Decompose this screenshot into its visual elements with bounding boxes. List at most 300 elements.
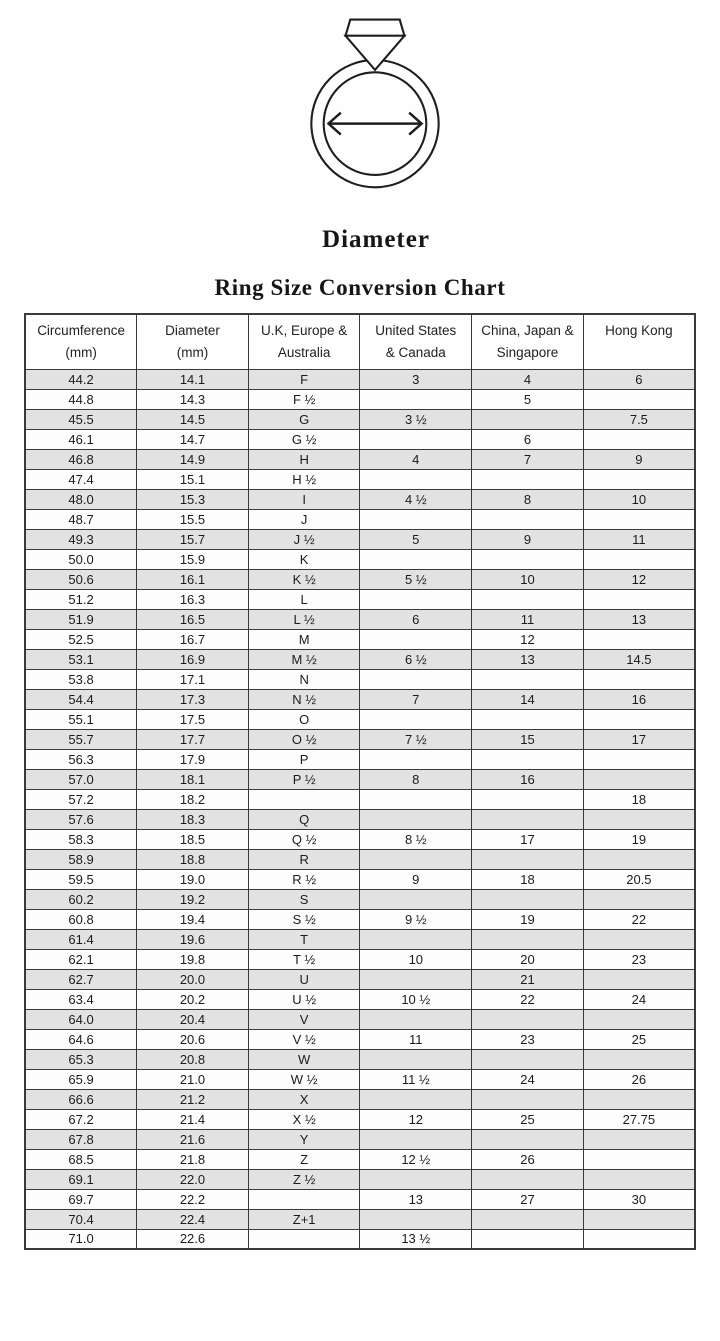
table-row bbox=[25, 629, 695, 649]
cell: 50.0 bbox=[25, 549, 137, 569]
cell bbox=[472, 1209, 584, 1229]
cell: 14.1 bbox=[137, 369, 249, 389]
cell: 4 bbox=[360, 449, 472, 469]
cell: 4 ½ bbox=[360, 489, 472, 509]
cell bbox=[360, 709, 472, 729]
cell bbox=[583, 769, 695, 789]
cell: 64.0 bbox=[25, 1009, 137, 1029]
table-row bbox=[25, 1189, 695, 1209]
cell: 12 bbox=[472, 629, 584, 649]
cell: 53.8 bbox=[25, 669, 137, 689]
cell: Y bbox=[248, 1129, 360, 1149]
cell: 13 bbox=[472, 649, 584, 669]
cell: 6 bbox=[583, 369, 695, 389]
cell: 16.3 bbox=[137, 589, 249, 609]
cell bbox=[472, 1049, 584, 1069]
cell: 5 bbox=[360, 529, 472, 549]
cell: 44.8 bbox=[25, 389, 137, 409]
cell: 6 ½ bbox=[360, 649, 472, 669]
cell: 17.9 bbox=[137, 749, 249, 769]
cell bbox=[583, 629, 695, 649]
cell: 3 ½ bbox=[360, 409, 472, 429]
cell: 58.9 bbox=[25, 849, 137, 869]
cell: 9 bbox=[472, 529, 584, 549]
cell: 18.8 bbox=[137, 849, 249, 869]
cell: 5 bbox=[472, 389, 584, 409]
ring-diamond-icon bbox=[295, 12, 455, 202]
table-row bbox=[25, 1149, 695, 1169]
cell: W bbox=[248, 1049, 360, 1069]
column-header-line: Australia bbox=[277, 345, 331, 360]
cell: S ½ bbox=[248, 909, 360, 929]
cell: 62.7 bbox=[25, 969, 137, 989]
cell: 7 ½ bbox=[360, 729, 472, 749]
cell: N bbox=[248, 669, 360, 689]
cell: 67.8 bbox=[25, 1129, 137, 1149]
column-header-line: United States bbox=[375, 323, 457, 338]
column-header bbox=[360, 314, 472, 369]
table-row bbox=[25, 869, 695, 889]
cell: J bbox=[248, 509, 360, 529]
cell: I bbox=[248, 489, 360, 509]
cell: 7 bbox=[472, 449, 584, 469]
table-row bbox=[25, 449, 695, 469]
cell: W ½ bbox=[248, 1069, 360, 1089]
cell bbox=[583, 1209, 695, 1229]
column-header-line: U.K, Europe & bbox=[260, 323, 348, 338]
cell: 23 bbox=[583, 949, 695, 969]
cell: S bbox=[248, 889, 360, 909]
cell bbox=[472, 749, 584, 769]
table-row bbox=[25, 929, 695, 949]
cell bbox=[360, 809, 472, 829]
cell: 9 ½ bbox=[360, 909, 472, 929]
cell: 21 bbox=[472, 969, 584, 989]
cell: 12 bbox=[360, 1109, 472, 1129]
cell: 16.5 bbox=[137, 609, 249, 629]
cell bbox=[360, 389, 472, 409]
cell: 8 bbox=[472, 489, 584, 509]
cell: 59.5 bbox=[25, 869, 137, 889]
table-row bbox=[25, 809, 695, 829]
table-row bbox=[25, 889, 695, 909]
cell: K bbox=[248, 549, 360, 569]
cell: P bbox=[248, 749, 360, 769]
cell: M ½ bbox=[248, 649, 360, 669]
table-row bbox=[25, 509, 695, 529]
table-row bbox=[25, 649, 695, 669]
cell: 16.9 bbox=[137, 649, 249, 669]
cell: 46.1 bbox=[25, 429, 137, 449]
cell: T bbox=[248, 929, 360, 949]
column-header-line: Hong Kong bbox=[605, 323, 673, 338]
cell: 19.2 bbox=[137, 889, 249, 909]
cell: 69.1 bbox=[25, 1169, 137, 1189]
cell: 48.7 bbox=[25, 509, 137, 529]
cell: O ½ bbox=[248, 729, 360, 749]
cell bbox=[360, 889, 472, 909]
cell bbox=[472, 789, 584, 809]
cell bbox=[248, 789, 360, 809]
cell bbox=[583, 809, 695, 829]
cell: 58.3 bbox=[25, 829, 137, 849]
cell: 30 bbox=[583, 1189, 695, 1209]
cell bbox=[583, 849, 695, 869]
cell: 48.0 bbox=[25, 489, 137, 509]
table-row bbox=[25, 1229, 695, 1249]
cell: 65.3 bbox=[25, 1049, 137, 1069]
table-row bbox=[25, 1029, 695, 1049]
column-header bbox=[472, 314, 584, 369]
cell: 18.1 bbox=[137, 769, 249, 789]
cell: 22.6 bbox=[137, 1229, 249, 1249]
cell: J ½ bbox=[248, 529, 360, 549]
cell: 15.1 bbox=[137, 469, 249, 489]
cell: 19 bbox=[583, 829, 695, 849]
cell: 16 bbox=[583, 689, 695, 709]
cell: 20.8 bbox=[137, 1049, 249, 1069]
column-header-line: China, Japan & bbox=[481, 323, 574, 338]
cell: 26 bbox=[583, 1069, 695, 1089]
cell: 51.2 bbox=[25, 589, 137, 609]
cell: 13 bbox=[360, 1189, 472, 1209]
cell: 20 bbox=[472, 949, 584, 969]
table-row bbox=[25, 1009, 695, 1029]
cell: 14 bbox=[472, 689, 584, 709]
cell: G bbox=[248, 409, 360, 429]
table-header bbox=[25, 314, 695, 369]
cell: 55.7 bbox=[25, 729, 137, 749]
cell: 22.4 bbox=[137, 1209, 249, 1229]
table-row bbox=[25, 829, 695, 849]
cell bbox=[360, 1209, 472, 1229]
cell bbox=[360, 1169, 472, 1189]
cell: 15.5 bbox=[137, 509, 249, 529]
page bbox=[0, 12, 720, 1341]
cell bbox=[472, 709, 584, 729]
cell: 69.7 bbox=[25, 1189, 137, 1209]
table-row bbox=[25, 1069, 695, 1089]
cell bbox=[583, 509, 695, 529]
ring-size-table bbox=[24, 313, 696, 1250]
cell: 21.2 bbox=[137, 1089, 249, 1109]
header-row bbox=[25, 314, 695, 369]
cell: 13 ½ bbox=[360, 1229, 472, 1249]
cell: R ½ bbox=[248, 869, 360, 889]
cell bbox=[360, 849, 472, 869]
cell bbox=[583, 929, 695, 949]
cell: 10 bbox=[583, 489, 695, 509]
cell: 9 bbox=[360, 869, 472, 889]
cell: O bbox=[248, 709, 360, 729]
cell bbox=[472, 1229, 584, 1249]
cell: G ½ bbox=[248, 429, 360, 449]
cell: F bbox=[248, 369, 360, 389]
cell bbox=[583, 1129, 695, 1149]
table-row bbox=[25, 989, 695, 1009]
table-row bbox=[25, 529, 695, 549]
cell: Q bbox=[248, 809, 360, 829]
cell: 51.9 bbox=[25, 609, 137, 629]
column-header-line: Circumference bbox=[37, 323, 125, 338]
cell: T ½ bbox=[248, 949, 360, 969]
cell: 18.5 bbox=[137, 829, 249, 849]
cell: 8 bbox=[360, 769, 472, 789]
cell bbox=[472, 469, 584, 489]
cell bbox=[360, 669, 472, 689]
cell: 14.9 bbox=[137, 449, 249, 469]
cell bbox=[472, 929, 584, 949]
cell: X bbox=[248, 1089, 360, 1109]
table-row bbox=[25, 949, 695, 969]
cell: 22.0 bbox=[137, 1169, 249, 1189]
cell: 17.5 bbox=[137, 709, 249, 729]
cell: 6 bbox=[360, 609, 472, 629]
table-row bbox=[25, 1049, 695, 1069]
cell: 63.4 bbox=[25, 989, 137, 1009]
cell: 16.1 bbox=[137, 569, 249, 589]
table-row bbox=[25, 369, 695, 389]
cell: 62.1 bbox=[25, 949, 137, 969]
table-row bbox=[25, 569, 695, 589]
cell: L bbox=[248, 589, 360, 609]
table-row bbox=[25, 769, 695, 789]
cell: 16.7 bbox=[137, 629, 249, 649]
cell: 57.2 bbox=[25, 789, 137, 809]
cell: 14.5 bbox=[137, 409, 249, 429]
cell: U bbox=[248, 969, 360, 989]
diameter-label: Diameter bbox=[322, 226, 430, 253]
cell: 71.0 bbox=[25, 1229, 137, 1249]
cell: 12 ½ bbox=[360, 1149, 472, 1169]
table-body bbox=[25, 369, 695, 1249]
cell bbox=[583, 429, 695, 449]
cell: 24 bbox=[472, 1069, 584, 1089]
cell: U ½ bbox=[248, 989, 360, 1009]
cell bbox=[360, 629, 472, 649]
cell: 18.3 bbox=[137, 809, 249, 829]
cell: 49.3 bbox=[25, 529, 137, 549]
cell bbox=[360, 549, 472, 569]
cell: 21.0 bbox=[137, 1069, 249, 1089]
cell: M bbox=[248, 629, 360, 649]
table-row bbox=[25, 909, 695, 929]
cell: 19.0 bbox=[137, 869, 249, 889]
column-header bbox=[137, 314, 249, 369]
cell bbox=[583, 1009, 695, 1029]
table-row bbox=[25, 789, 695, 809]
cell bbox=[472, 1009, 584, 1029]
cell: 55.1 bbox=[25, 709, 137, 729]
cell bbox=[472, 1089, 584, 1109]
page-title: Ring Size Conversion Chart bbox=[214, 275, 506, 300]
table-row bbox=[25, 669, 695, 689]
cell bbox=[360, 509, 472, 529]
cell bbox=[472, 549, 584, 569]
cell: 22 bbox=[472, 989, 584, 1009]
cell: 15.7 bbox=[137, 529, 249, 549]
table-row bbox=[25, 849, 695, 869]
table-row bbox=[25, 429, 695, 449]
column-header-line: Singapore bbox=[496, 345, 559, 360]
column-header-line: & Canada bbox=[385, 345, 446, 360]
cell bbox=[360, 1129, 472, 1149]
table-row bbox=[25, 549, 695, 569]
cell: 15.3 bbox=[137, 489, 249, 509]
cell: R bbox=[248, 849, 360, 869]
cell: 56.3 bbox=[25, 749, 137, 769]
cell: 57.6 bbox=[25, 809, 137, 829]
cell bbox=[472, 1169, 584, 1189]
cell: V ½ bbox=[248, 1029, 360, 1049]
cell: 18.2 bbox=[137, 789, 249, 809]
cell: V bbox=[248, 1009, 360, 1029]
cell: 44.2 bbox=[25, 369, 137, 389]
cell: 66.6 bbox=[25, 1089, 137, 1109]
cell bbox=[583, 1169, 695, 1189]
cell: 19.6 bbox=[137, 929, 249, 949]
cell bbox=[360, 429, 472, 449]
ring-illustration bbox=[295, 12, 455, 202]
table-row bbox=[25, 1089, 695, 1109]
cell bbox=[472, 1129, 584, 1149]
cell bbox=[360, 1049, 472, 1069]
cell bbox=[583, 549, 695, 569]
cell: 61.4 bbox=[25, 929, 137, 949]
table-row bbox=[25, 1169, 695, 1189]
cell: 18 bbox=[583, 789, 695, 809]
column-header bbox=[248, 314, 360, 369]
cell: 5 ½ bbox=[360, 569, 472, 589]
cell: 16 bbox=[472, 769, 584, 789]
cell: 3 bbox=[360, 369, 472, 389]
cell: 15 bbox=[472, 729, 584, 749]
cell: Z ½ bbox=[248, 1169, 360, 1189]
cell: 60.8 bbox=[25, 909, 137, 929]
cell: Q ½ bbox=[248, 829, 360, 849]
cell: 13 bbox=[583, 609, 695, 629]
cell: 20.6 bbox=[137, 1029, 249, 1049]
diameter-arrow-icon bbox=[328, 113, 421, 135]
cell: 21.4 bbox=[137, 1109, 249, 1129]
cell: 57.0 bbox=[25, 769, 137, 789]
table-row bbox=[25, 469, 695, 489]
cell: 45.5 bbox=[25, 409, 137, 429]
cell: 10 ½ bbox=[360, 989, 472, 1009]
table-row bbox=[25, 729, 695, 749]
cell bbox=[360, 1009, 472, 1029]
cell bbox=[472, 409, 584, 429]
cell: 7 bbox=[360, 689, 472, 709]
cell bbox=[472, 809, 584, 829]
cell: H ½ bbox=[248, 469, 360, 489]
column-header-line: (mm) bbox=[176, 345, 209, 360]
cell: 46.8 bbox=[25, 449, 137, 469]
cell bbox=[583, 389, 695, 409]
cell: 65.9 bbox=[25, 1069, 137, 1089]
cell: 11 bbox=[583, 529, 695, 549]
table-row bbox=[25, 1209, 695, 1229]
cell: 53.1 bbox=[25, 649, 137, 669]
cell: Z bbox=[248, 1149, 360, 1169]
table-row bbox=[25, 589, 695, 609]
cell: 10 bbox=[472, 569, 584, 589]
cell: 7.5 bbox=[583, 409, 695, 429]
cell: 21.6 bbox=[137, 1129, 249, 1149]
cell bbox=[583, 589, 695, 609]
cell: 22.2 bbox=[137, 1189, 249, 1209]
cell: 17.3 bbox=[137, 689, 249, 709]
cell bbox=[583, 1049, 695, 1069]
cell bbox=[248, 1229, 360, 1249]
cell: 17 bbox=[583, 729, 695, 749]
cell: L ½ bbox=[248, 609, 360, 629]
cell: 18 bbox=[472, 869, 584, 889]
cell bbox=[583, 749, 695, 769]
cell: 70.4 bbox=[25, 1209, 137, 1229]
column-header bbox=[583, 314, 695, 369]
cell bbox=[248, 1189, 360, 1209]
table-row bbox=[25, 1129, 695, 1149]
cell: 9 bbox=[583, 449, 695, 469]
cell: 23 bbox=[472, 1029, 584, 1049]
cell: 60.2 bbox=[25, 889, 137, 909]
cell bbox=[472, 669, 584, 689]
cell: 22 bbox=[583, 909, 695, 929]
cell: 6 bbox=[472, 429, 584, 449]
cell: 17.7 bbox=[137, 729, 249, 749]
cell: K ½ bbox=[248, 569, 360, 589]
cell bbox=[583, 469, 695, 489]
cell: 64.6 bbox=[25, 1029, 137, 1049]
cell: 20.5 bbox=[583, 869, 695, 889]
cell: 14.7 bbox=[137, 429, 249, 449]
cell bbox=[583, 709, 695, 729]
cell bbox=[583, 969, 695, 989]
table-row bbox=[25, 409, 695, 429]
cell bbox=[360, 749, 472, 769]
cell: 27.75 bbox=[583, 1109, 695, 1129]
cell: 11 ½ bbox=[360, 1069, 472, 1089]
cell: 52.5 bbox=[25, 629, 137, 649]
table-row bbox=[25, 489, 695, 509]
cell: 19.4 bbox=[137, 909, 249, 929]
cell: 4 bbox=[472, 369, 584, 389]
cell: 17 bbox=[472, 829, 584, 849]
cell bbox=[360, 969, 472, 989]
cell: H bbox=[248, 449, 360, 469]
cell: 11 bbox=[360, 1029, 472, 1049]
cell: 24 bbox=[583, 989, 695, 1009]
cell: 67.2 bbox=[25, 1109, 137, 1129]
cell: 11 bbox=[472, 609, 584, 629]
cell bbox=[583, 1229, 695, 1249]
cell: 68.5 bbox=[25, 1149, 137, 1169]
cell bbox=[583, 669, 695, 689]
cell bbox=[360, 1089, 472, 1109]
column-header bbox=[25, 314, 137, 369]
cell bbox=[472, 509, 584, 529]
cell: 47.4 bbox=[25, 469, 137, 489]
cell: 26 bbox=[472, 1149, 584, 1169]
cell: 12 bbox=[583, 569, 695, 589]
cell: 10 bbox=[360, 949, 472, 969]
column-header-line: Diameter bbox=[165, 323, 220, 338]
cell: P ½ bbox=[248, 769, 360, 789]
cell: 50.6 bbox=[25, 569, 137, 589]
column-header-line: (mm) bbox=[65, 345, 97, 360]
cell: 25 bbox=[583, 1029, 695, 1049]
